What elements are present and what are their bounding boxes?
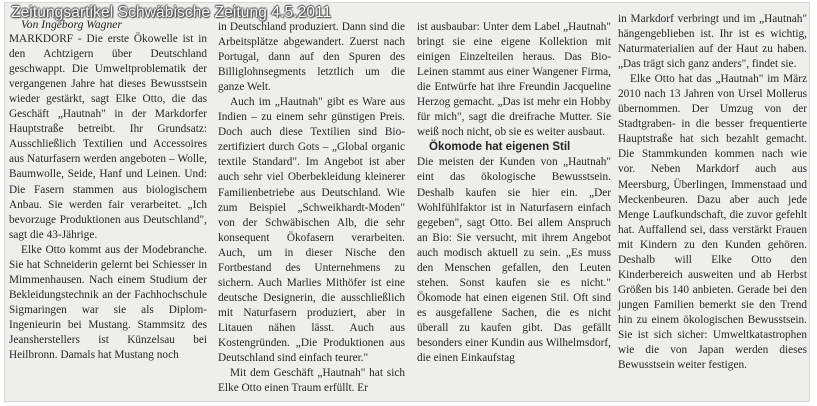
article-paragraph: Die meisten der Kunden von „Hautnah" eint das ökologische Bewusstsein. Deshalb kaufen sie hier ein. „Der Wohlfühlfaktor ist in Naturfasern einfach gegeben", sagt Otto. Bei allem Anspruch an Bio: Sie versucht, mit ihrem Angebot auch modisch aktuell zu sein. „Es muss den Menschen gefallen, den Leuten stehen. Sonst kaufen sie es nicht." Ökomode hat einen eigenen Stil. Oft sind es ausgefallene Sachen, die es nicht überall zu kaufen gibt. Das gefällt besonders einer Kundin aus Wilhelmsdorf, die einen Einkaufstag bbox=[417, 156, 611, 365]
article-paragraph: ist ausbaubar: Unter dem Label „Hautnah" bringt sie eine eigene Kollektion mit einigen Einzelteilen heraus. Das Bio-Leinen stammt aus einer Wangener Firma, die Entwürfe hat ihre Freundin Jacqueline Herzog gemacht. „Das ist mehr ein Hobby für mich", sagt die dreifrache Mutter. Sie weiß noch nicht, ob sie es weiter ausbaut. bbox=[417, 21, 611, 139]
article-paragraph: Auch im „Hautnah" gibt es Ware aus Indien – zu einem sehr günstigen Preis. Doch auch diese Textilien sind Bio-zertifiziert durch Gots – „Global organic textile Standard". Im Angebot ist aber auch sehr viel Oberbekleidung kleinerer Familienbetriebe aus Deutschland. Wie zum Beispiel „Schweikhardt-Moden" von der Schwäbischen Alb, die sehr konsequent Ökofasern verarbeiten. Auch, um in dieser Nische den Fortbestand des Unternehmens zu sichern. Auch Marlies Mithöfer ist eine deutsche Designerin, die ausschließlich mit Naturfasern produziert, aber in Litauen nähen lässt. Auch aus Kostengründen. „Die Produktionen aus Deutschland sind einfach teurer." bbox=[218, 96, 405, 365]
article-paragraph: Elke Otto hat das „Hautnah" im März 2010 nach 13 Jahren von Ursel Mollerus übernommen. Der Umzug von der Stadtgraben- in die besser frequentierte Hauptstraße hat sich bezahlt gemacht. Die Stammkunden kommen nach wie vor. Neben Markdorf auch aus Meersburg, Überlingen, Immenstaad und Meckenbeuren. Dazu aber auch jede Menge Laufkundschaft, die zuvor gefehlt hat. Auffallend sei, dass verstärkt Frauen mit Kindern zu den Kunden gehören. Deshalb will Elke Otto den Kinderbereich ausweiten und ab Herbst Größen bis 140 anbieten. Gerade bei den jungen Familien bemerkt sie den Trend hin zu einem ökologischen Bewusstsein. Sie ist sich sicher: Umweltkatastrophen wie die von Japan werden dieses Bewusstsein weiter festigen. bbox=[618, 73, 807, 372]
subheading: Ökomode hat eigenen Stil bbox=[429, 141, 571, 154]
article-paragraph: Mit dem Geschäft „Hautnah" hat sich Elke Otto einen Traum erfüllt. Er bbox=[218, 367, 405, 395]
article-paragraph: Elke Otto kommt aus der Modebranche. Sie hat Schneiderin gelernt bei Schiesser in Mimmenhausen. Nach einem Studium der Bekleidungstechnik an der Fachhochschule Sigmaringen war sie als Diplom-Ingenieurin bei Mustang. Stammsitz des Jeansherstellers ist Künzelsau bei Heilbronn. Damals hat Mustang noch bbox=[9, 243, 207, 362]
article-column-2 bbox=[218, 20, 405, 396]
article-paragraph: in Markdorf verbringt und im „Hautnah" hängengeblieben ist. Ihr ist es wichtig, Naturmaterialien auf der Haut zu haben. „Das trägt sich ganz anders", findet sie. bbox=[618, 13, 807, 71]
article-paragraph bbox=[9, 32, 207, 243]
article-column-4 bbox=[618, 12, 807, 373]
byline: Von Ingeborg Wagner bbox=[21, 18, 122, 31]
article-column-3 bbox=[417, 20, 611, 366]
paragraph-text: - Die erste Ökowelle ist in den Achtzigern über Deutschland geschwappt. Die Umweltproblematik der vergangenen Jahre hat dieses Bewusstsein wieder gestärkt, sagt Elke Otto, die das Geschäft „Hautnah" in der Markdorfer Hauptstraße betreibt. Ihr Grundsatz: Ausschließlich Textilien und Accessoires aus Naturfasern werden angeboten – Wolle, Baumwolle, Seide, Hanf und Leinen. Und: Die Fasern stammen aus biologischem Anbau. Sie werden fair verarbeitet. „Ich bevorzuge Produktionen aus Deutschland", sagt die 43-Jährige. bbox=[9, 33, 207, 241]
article-column-1 bbox=[9, 17, 207, 363]
article-paragraph: in Deutschland produziert. Dann sind die Arbeitsplätze abgewandert. Zuerst nach Portugal, dann auf den Spuren des Billiglohnsegments letztlich um die ganze Welt. bbox=[218, 21, 405, 94]
dateline: MARKDORF bbox=[9, 33, 74, 46]
image-caption: Zeitungsartikel Schwäbische Zeitung 4.5.2011 bbox=[11, 4, 332, 21]
newspaper-clipping bbox=[4, 2, 810, 402]
